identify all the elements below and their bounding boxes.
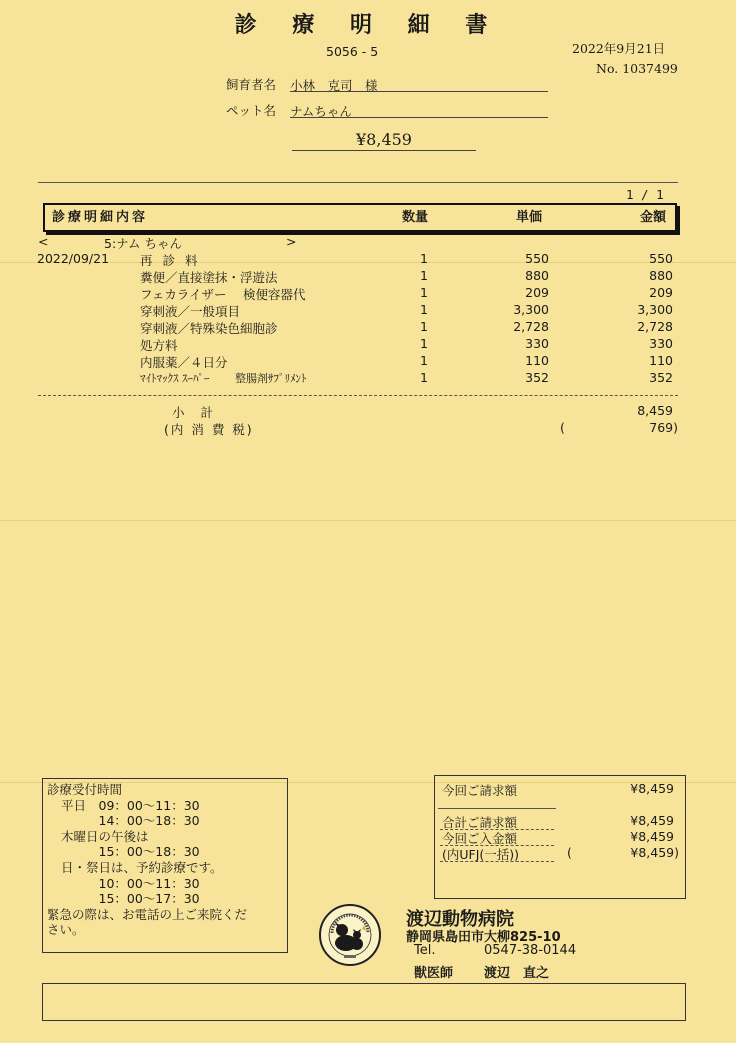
item-description: ﾏｲﾄﾏｯｸｽ ｽｰﾊﾟｰ 整腸剤ｻﾌﾟﾘﾒﾝﾄ (140, 372, 307, 385)
summary-value: ¥8,459 (630, 829, 674, 844)
patient-name: 5:ナム ちゃん (104, 236, 183, 251)
owner-label: 飼育者名 (226, 77, 277, 92)
page-indicator: 1 / 1 (626, 187, 664, 202)
subtotal-label: 小 計 (172, 405, 219, 420)
item-quantity: 1 (420, 336, 428, 351)
emergency-note-cont: さい。 (47, 922, 85, 938)
pet-name: ナムちゃん (290, 104, 352, 119)
hours-heading: 診療受付時間 (47, 782, 123, 797)
tax-value: 769) (649, 420, 678, 435)
document-number: No. 1037499 (596, 61, 678, 76)
summary-value: ¥8,459 (630, 781, 674, 796)
summary-label: (内UFJ(一括)) (442, 847, 520, 862)
vet-name: 渡辺 直之 (484, 966, 550, 981)
item-unit-price: 2,728 (513, 319, 549, 334)
table-row (0, 370, 736, 387)
table-row (0, 285, 736, 302)
item-quantity: 1 (420, 353, 428, 368)
tax-row (0, 420, 736, 437)
clinic-address: 静岡県島田市大柳825-10 (406, 930, 561, 945)
patient-bracket-close: > (286, 234, 297, 249)
clinic-name: 渡辺動物病院 (406, 909, 514, 930)
emergency-note: 緊急の際は、お電話の上ご来院くだ (47, 906, 248, 922)
item-quantity: 1 (420, 370, 428, 385)
item-unit-price: 330 (525, 336, 549, 351)
item-amount: 550 (649, 251, 673, 266)
item-amount: 880 (649, 268, 673, 283)
item-amount: 352 (649, 370, 673, 385)
hours-line: 15：00～17：30 (61, 891, 200, 907)
vet-label: 獣医師 (414, 966, 454, 981)
item-quantity: 1 (420, 251, 428, 266)
summary-label: 今回ご入金額 (442, 831, 518, 846)
item-unit-price: 352 (525, 370, 549, 385)
item-amount: 209 (649, 285, 673, 300)
fold-crease (0, 520, 736, 521)
total-amount: ¥8,459 (292, 130, 476, 151)
summary-row-billed (0, 781, 736, 798)
dashed-divider (38, 395, 678, 396)
owner-name: 小林 克司 様 (290, 78, 378, 93)
document-code: 5056 - 5 (326, 44, 379, 59)
owner-field (290, 75, 548, 92)
item-amount: 110 (649, 353, 673, 368)
item-unit-price: 110 (525, 353, 549, 368)
summary-value: ¥8,459) (630, 845, 679, 860)
clinic-tel: 0547-38-0144 (484, 943, 577, 958)
table-row (0, 268, 736, 285)
subtotal-row (0, 403, 736, 420)
item-amount: 2,728 (637, 319, 673, 334)
hours-line: 木曜日の午後は (61, 828, 149, 844)
subtotal-value: 8,459 (637, 403, 673, 418)
summary-dash (440, 861, 554, 862)
table-row (0, 319, 736, 336)
summary-row-total (0, 813, 736, 830)
patient-line (0, 234, 736, 251)
item-description: 穿刺液／特殊染色細胞診 (140, 321, 278, 336)
pet-label: ペット名 (226, 103, 277, 118)
item-unit-price: 3,300 (513, 302, 549, 317)
tax-label: (内 消 費 税) (164, 422, 254, 437)
hours-line: 14：00～18：30 (61, 813, 200, 829)
top-rule (38, 182, 678, 183)
hours-line: 15：00～18：30 (61, 844, 200, 860)
header-quantity: 数量 (402, 210, 429, 225)
summary-row-received (0, 829, 736, 846)
table-row (0, 353, 736, 370)
clinic-tel-label: Tel. (414, 943, 436, 958)
tax-paren: ( (560, 420, 565, 435)
item-date: 2022/09/21 (37, 251, 110, 266)
table-row (0, 302, 736, 319)
item-description: 糞便／直接塗抹・浮遊法 (140, 270, 278, 285)
item-description: 再 診 料 (140, 253, 201, 268)
item-quantity: 1 (420, 268, 428, 283)
summary-label: 今回ご請求額 (442, 783, 518, 798)
patient-bracket-open: < (38, 234, 49, 249)
pet-field (290, 101, 548, 118)
item-description: 処方料 (140, 338, 178, 353)
item-unit-price: 209 (525, 285, 549, 300)
header-unit-price: 単価 (516, 210, 543, 225)
hours-line: 日・祭日は、予約診療です。 (61, 859, 223, 875)
summary-label: 合計ご請求額 (442, 815, 518, 830)
summary-paren: ( (567, 845, 572, 860)
item-unit-price: 550 (525, 251, 549, 266)
document-title: 診 療 明 細 書 (234, 12, 502, 38)
item-quantity: 1 (420, 319, 428, 334)
remarks-box (42, 983, 686, 1021)
table-row (0, 336, 736, 353)
item-unit-price: 880 (525, 268, 549, 283)
hours-line: 平日 09：00～11：30 (61, 797, 200, 813)
clinic-logo (318, 903, 382, 967)
summary-divider (438, 808, 556, 809)
summary-row-ufj (0, 845, 736, 862)
item-description: フェカライザー 検便容器代 (140, 287, 306, 302)
header-description: 診療明細内容 (52, 210, 149, 225)
issue-date: 2022年9月21日 (572, 41, 666, 56)
item-amount: 330 (649, 336, 673, 351)
item-quantity: 1 (420, 302, 428, 317)
summary-value: ¥8,459 (630, 813, 674, 828)
hours-line: 10：00～11：30 (61, 875, 200, 891)
item-description: 内服薬／４日分 (140, 355, 228, 370)
item-amount: 3,300 (637, 302, 673, 317)
table-row (0, 251, 736, 268)
item-quantity: 1 (420, 285, 428, 300)
item-description: 穿刺液／一般項目 (140, 304, 241, 319)
header-amount: 金額 (640, 210, 667, 225)
